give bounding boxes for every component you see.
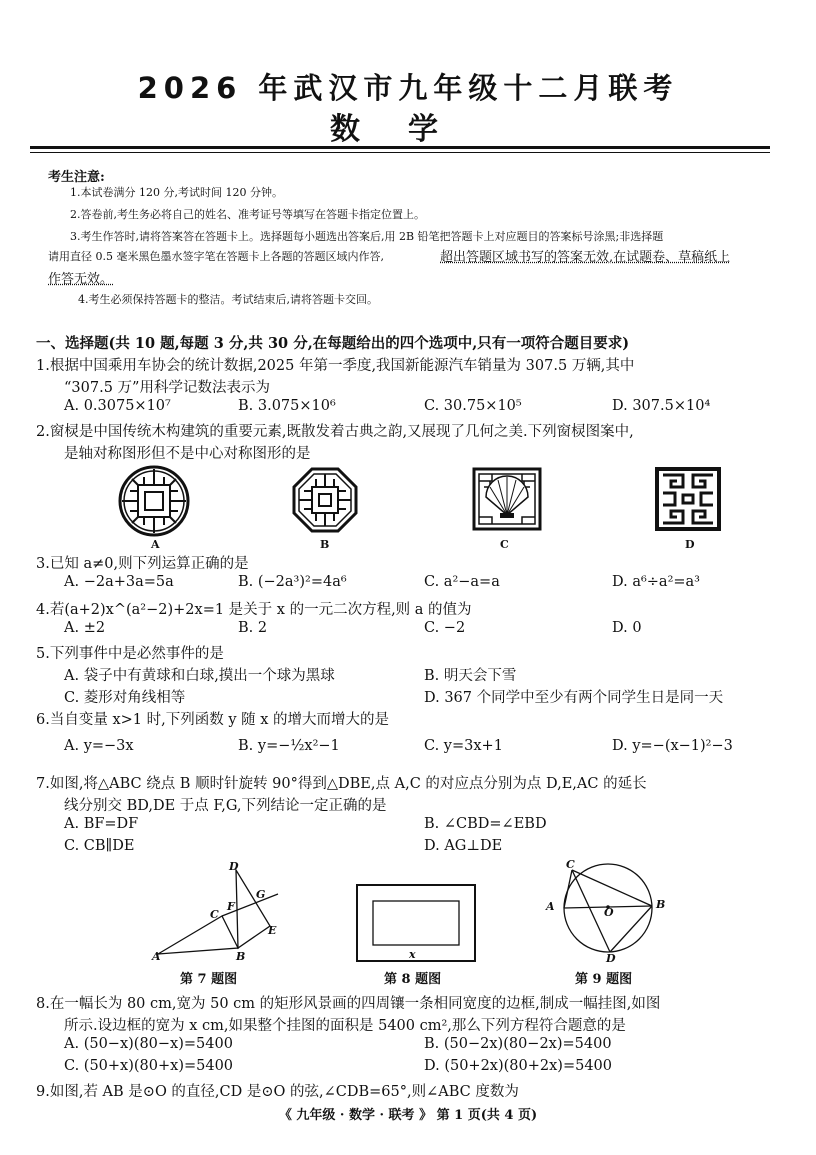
notice-item-3d: 作答无效。 — [48, 272, 114, 287]
notice-item-1: 1.本试卷满分 120 分,考试时间 120 分钟。 — [70, 186, 283, 199]
q1-option-a: A. 0.3075×10⁷ — [64, 398, 171, 414]
fig7-label-a: A — [152, 950, 161, 963]
q2-label-c: C — [500, 538, 509, 551]
q1-stem-line2: “307.5 万”用科学记数法表示为 — [64, 380, 270, 396]
q7-stem-line1: 7.如图,将△ABC 绕点 B 顺时针旋转 90°得到△DBE,点 A,C 的对应点分别为点 D,E,AC 的延长 — [36, 776, 647, 792]
q2-label-a: A — [151, 538, 160, 551]
notice-item-3: 3.考生作答时,请将答案答在答题卡上。选择题每小题选出答案后,用 2B 铅笔把答题卡上对应题目的答案标号涂黑;非选择题 — [70, 230, 664, 243]
fig7-label-d: D — [229, 860, 239, 873]
q5-option-c: C. 菱形对角线相等 — [64, 690, 186, 706]
fig9-label-a: A — [546, 900, 555, 913]
exam-title: 2026 年武汉市九年级十二月联考 — [137, 71, 679, 105]
fig7-label-b: B — [236, 950, 246, 963]
fig9-label-d: D — [606, 952, 616, 965]
fig7-label-g: G — [256, 888, 266, 901]
q8-option-b: B. (50−2x)(80−2x)=5400 — [424, 1036, 612, 1052]
figure-8 — [356, 884, 476, 962]
fig9-label-c: C — [566, 858, 575, 871]
fig7-label-f: F — [227, 900, 235, 913]
q1-stem-line1: 1.根据中国乘用车协会的统计数据,2025 年第一季度,我国新能源汽车销量为 307.5 万辆,其中 — [36, 358, 635, 374]
q8-option-a: A. (50−x)(80−x)=5400 — [64, 1036, 233, 1052]
q7-stem-line2: 线分别交 BD,DE 于点 F,G,下列结论一定正确的是 — [64, 798, 387, 814]
q8-option-c: C. (50+x)(80+x)=5400 — [64, 1058, 234, 1074]
q3-option-c: C. a²−a=a — [424, 574, 500, 590]
q3-option-a: A. −2a+3a=5a — [64, 574, 174, 590]
q4-option-d: D. 0 — [612, 620, 642, 636]
q6-option-c: C. y=3x+1 — [424, 738, 503, 754]
q9-stem: 9.如图,若 AB 是⊙O 的直径,CD 是⊙O 的弦,∠CDB=65°,则∠ABC 度数为 — [36, 1084, 519, 1100]
q4-option-a: A. ±2 — [64, 620, 106, 636]
q6-option-b: B. y=−½x²−1 — [238, 738, 340, 754]
q2-label-d: D — [685, 538, 695, 551]
exam-subject: 数学 — [330, 112, 486, 147]
q2-pattern-a — [118, 465, 190, 537]
q6-option-a: A. y=−3x — [64, 738, 134, 754]
q2-pattern-d — [655, 467, 721, 531]
q3-option-b: B. (−2a³)²=4a⁶ — [238, 574, 347, 590]
q2-pattern-c — [472, 467, 542, 531]
q8-stem-line2: 所示.设边框的宽为 x cm,如果整个挂图的面积是 5400 cm²,那么下列方程符合题意的是 — [64, 1018, 626, 1034]
notice-item-3c: 超出答题区域书写的答案无效,在试题卷、草稿纸上 — [440, 250, 731, 265]
q6-option-d: D. y=−(x−1)²−3 — [612, 738, 733, 754]
q7-option-b: B. ∠CBD=∠EBD — [424, 816, 547, 832]
q5-stem: 5.下列事件中是必然事件的是 — [36, 646, 224, 662]
notice-item-2: 2.答卷前,考生务必将自己的姓名、准考证号等填写在答题卡指定位置上。 — [70, 208, 425, 221]
q1-option-c: C. 30.75×10⁵ — [424, 398, 522, 414]
q7-option-a: A. BF=DF — [64, 816, 139, 832]
page-footer: 《 九年级 · 数学 · 联考 》 第 1 页(共 4 页) — [278, 1108, 538, 1123]
q4-stem: 4.若(a+2)x^(a²−2)+2x=1 是关于 x 的一元二次方程,则 a 的值为 — [36, 602, 472, 618]
q6-stem: 6.当自变量 x>1 时,下列函数 y 随 x 的增大而增大的是 — [36, 712, 390, 728]
section-heading: 一、选择题(共 10 题,每题 3 分,共 30 分,在每题给出的四个选项中,只有一项符合题目要求) — [36, 335, 630, 352]
fig9-label-b: B — [656, 898, 666, 911]
fig8-label-x: x — [409, 948, 416, 961]
q7-option-d: D. AG⊥DE — [424, 838, 503, 854]
fig8-caption: 第 8 题图 — [384, 972, 442, 987]
q5-option-b: B. 明天会下雪 — [424, 668, 517, 684]
fig7-label-e: E — [268, 924, 277, 937]
q4-option-c: C. −2 — [424, 620, 466, 636]
q4-option-b: B. 2 — [238, 620, 268, 636]
q2-pattern-b — [292, 467, 358, 533]
header-rule-thick — [30, 146, 770, 149]
fig9-label-o: O — [604, 906, 614, 919]
fig9-caption: 第 9 题图 — [575, 972, 633, 987]
q5-option-a: A. 袋子中有黄球和白球,摸出一个球为黑球 — [64, 668, 335, 684]
q2-stem-line2: 是轴对称图形但不是中心对称图形的是 — [64, 446, 311, 462]
notice-item-3b: 请用直径 0.5 毫米黑色墨水签字笔在答题卡上各题的答题区域内作答, — [48, 250, 384, 263]
notice-item-4: 4.考生必须保持答题卡的整洁。考试结束后,请将答题卡交回。 — [78, 293, 378, 306]
header-rule-thin — [30, 152, 770, 153]
q2-stem-line1: 2.窗棂是中国传统木构建筑的重要元素,既散发着古典之韵,又展现了几何之美.下列窗棂图案中, — [36, 424, 634, 440]
q8-stem-line1: 8.在一幅长为 80 cm,宽为 50 cm 的矩形风景画的四周镶一条相同宽度的边框,制成一幅挂图,如图 — [36, 996, 661, 1012]
q3-option-d: D. a⁶÷a²=a³ — [612, 574, 700, 590]
q3-stem: 3.已知 a≠0,则下列运算正确的是 — [36, 556, 249, 572]
q5-option-d: D. 367 个同学中至少有两个同学生日是同一天 — [424, 690, 724, 706]
q1-option-d: D. 307.5×10⁴ — [612, 398, 711, 414]
q1-option-b: B. 3.075×10⁶ — [238, 398, 336, 414]
notice-heading: 考生注意: — [48, 170, 105, 185]
fig7-caption: 第 7 题图 — [180, 972, 238, 987]
q2-label-b: B — [320, 538, 330, 551]
q7-option-c: C. CB∥DE — [64, 838, 135, 854]
fig7-label-c: C — [210, 908, 219, 921]
q8-option-d: D. (50+2x)(80+2x)=5400 — [424, 1058, 613, 1074]
figure-7 — [150, 858, 290, 962]
